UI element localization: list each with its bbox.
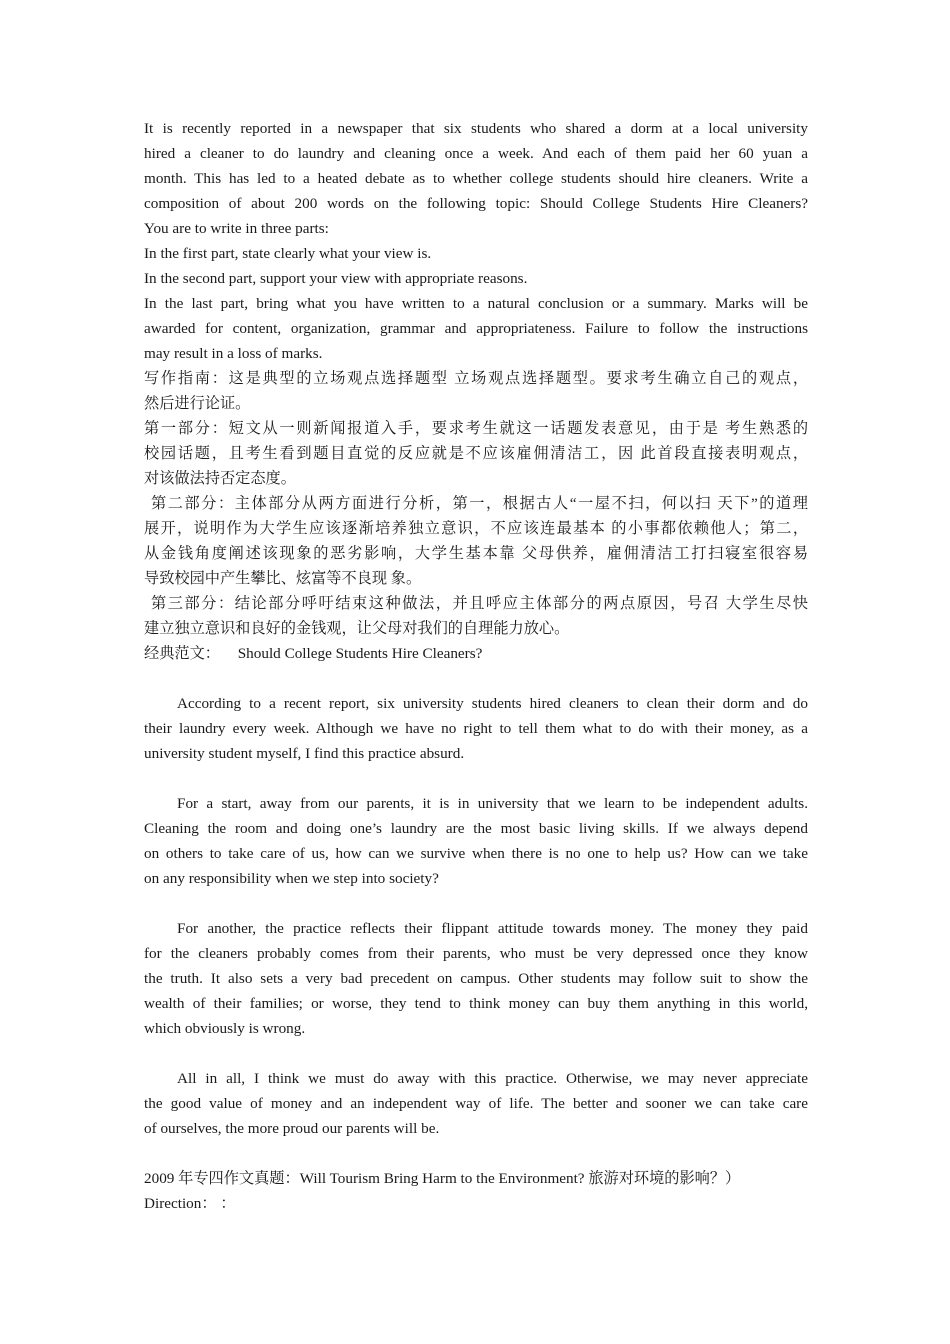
guide-line: 第一部分：短文从一则新闻报道入手，要求考生就这一话题发表意见，由于是 考生熟悉的 (144, 420, 808, 437)
writing-guide (144, 366, 808, 641)
guide-line: 写作指南：这是典型的立场观点选择题型 立场观点选择题型。要求考生确立自己的观点， (144, 370, 808, 387)
prompt-line: composition of about 200 words on the following topic: Should College Students Hire Cleaners? (144, 195, 808, 212)
essay-line: Cleaning the room and doing one’s laundry are the most basic living skills. If we always depend (144, 820, 808, 837)
prompt-section (144, 116, 808, 366)
essay-line: university student myself, I find this practice absurd. (144, 745, 465, 762)
guide-line: 校园话题，且考生看到题目直觉的反应就是不应该雇佣清洁工，因 此首段直接表明观点， (144, 445, 808, 462)
essay-line: which obviously is wrong. (144, 1020, 306, 1037)
guide-line: 导致校园中产生攀比、炫富等不良现 象。 (144, 570, 422, 587)
essay-line: wealth of their families; or worse, they tend to think money can buy them anything in this world, (144, 995, 808, 1012)
prompt-line: month. This has led to a heated debate as to whether college students should hire cleaners. Write a (144, 170, 808, 187)
guide-line: 第三部分：结论部分呼吁结束这种做法，并且呼应主体部分的两点原因，号召 大学生尽快 (151, 595, 808, 612)
guide-line: 展开，说明作为大学生应该逐渐培养独立意识，不应该连最基本 的小事都依赖他人；第二， (144, 520, 808, 537)
next-topic (144, 1166, 808, 1216)
prompt-line: It is recently reported in a newspaper that six students who shared a dorm at a local university (144, 120, 808, 137)
essay-paragraph-3 (144, 916, 808, 1041)
essay-paragraph-2 (144, 791, 808, 891)
prompt-line: In the second part, support your view with appropriate reasons. (144, 270, 528, 287)
essay-heading (144, 641, 808, 666)
guide-line: 从金钱角度阐述该现象的恶劣影响，大学生基本靠 父母供养，雇佣清洁工打扫寝室很容易 (144, 545, 808, 562)
guide-line: 第二部分：主体部分从两方面进行分析，第一，根据古人“一屋不扫，何以扫 天下”的道理 (151, 495, 808, 512)
prompt-line: may result in a loss of marks. (144, 345, 323, 362)
essay-line: the good value of money and an independent way of life. The better and sooner we can take care (144, 1095, 808, 1112)
essay-line: on others to take care of us, how can we survive when there is no one to help us? How can we take (144, 845, 808, 862)
prompt-line: In the first part, state clearly what your view is. (144, 245, 432, 262)
guide-line: 对该做法持否定态度。 (144, 470, 296, 487)
direction-label: Direction： ： (144, 1195, 236, 1212)
guide-line: 建立独立意识和良好的金钱观，让父母对我们的自理能力放心。 (144, 620, 570, 637)
next-topic-title: 2009 年专四作文真题：Will Tourism Bring Harm to the Environment? 旅游对环境的影响？） (144, 1170, 741, 1187)
prompt-line: awarded for content, organization, grammar and appropriateness. Failure to follow the instructions (144, 320, 808, 337)
essay-line: For a start, away from our parents, it is in university that we learn to be independent adults. (177, 795, 808, 812)
guide-line: 然后进行论证。 (144, 395, 251, 412)
essay-line: of ourselves, the more proud our parents will be. (144, 1120, 440, 1137)
essay-heading-label: 经典范文： (144, 645, 220, 662)
essay-paragraph-1 (144, 691, 808, 766)
essay-line: the truth. It also sets a very bad precedent on campus. Other students may follow suit to show the (144, 970, 808, 987)
essay-line: for the cleaners probably comes from their parents, who must be very depressed once they know (144, 945, 808, 962)
essay-line: All in all, I think we must do away with this practice. Otherwise, we may never appreciate (177, 1070, 808, 1087)
essay-line: For another, the practice reflects their flippant attitude towards money. The money they paid (177, 920, 808, 937)
prompt-line: You are to write in three parts: (144, 220, 329, 237)
essay-line: According to a recent report, six university students hired cleaners to clean their dorm and do (177, 695, 808, 712)
prompt-line: In the last part, bring what you have written to a natural conclusion or a summary. Marks will be (144, 295, 808, 312)
prompt-line: hired a cleaner to do laundry and cleaning once a week. And each of them paid her 60 yuan a (144, 145, 808, 162)
essay-title: Should College Students Hire Cleaners? (237, 645, 483, 662)
document-body (144, 116, 808, 1216)
essay-line: on any responsibility when we step into society? (144, 870, 439, 887)
essay-paragraph-4 (144, 1066, 808, 1141)
essay-line: their laundry every week. Although we have no right to tell them what to do with their money, as a (144, 720, 808, 737)
